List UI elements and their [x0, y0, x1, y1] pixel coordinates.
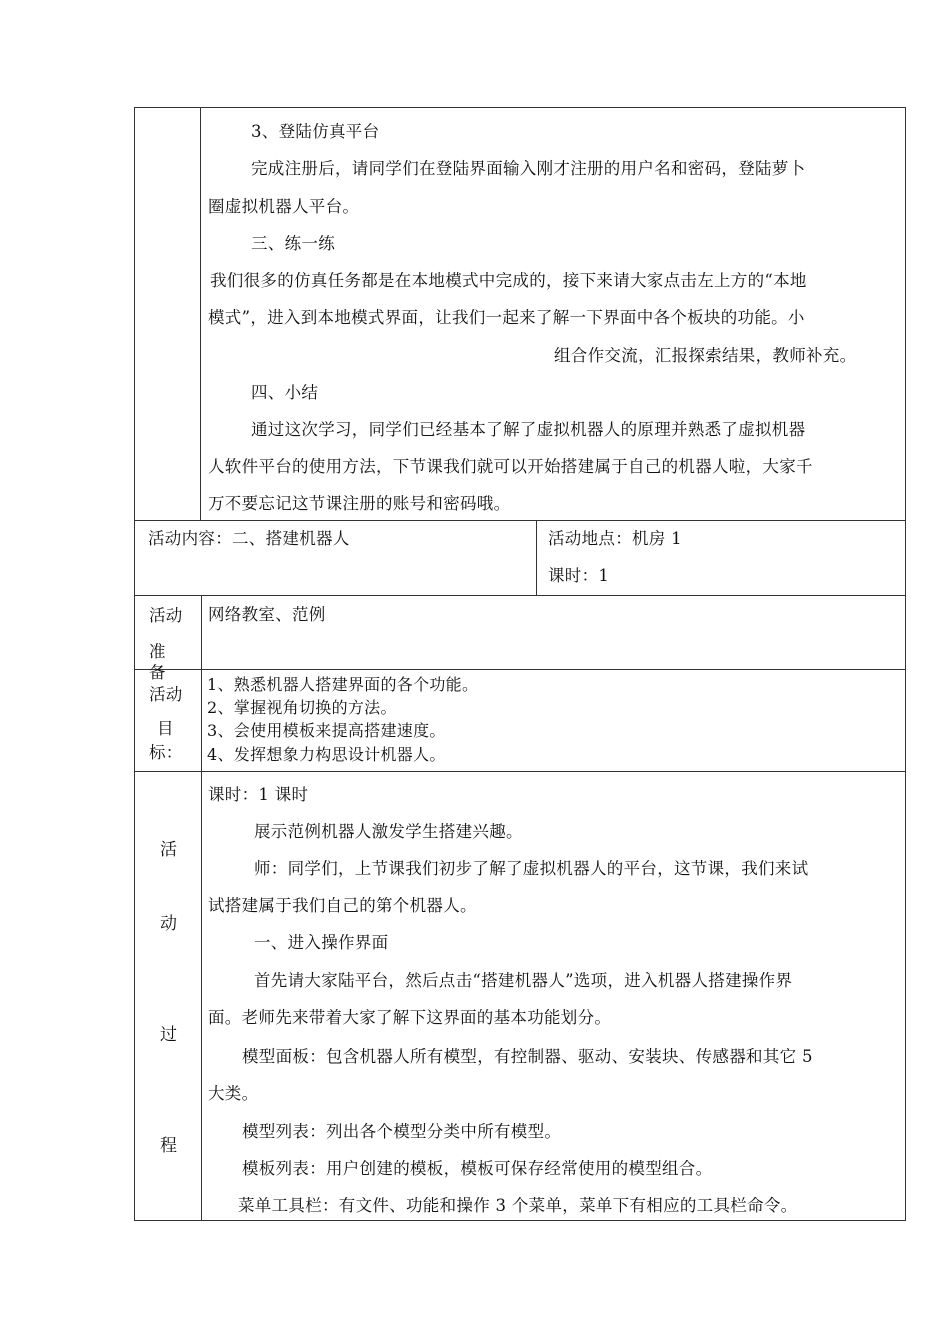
process-row-divider: [201, 771, 202, 1221]
prep-label-line2: 准: [149, 642, 166, 661]
process-hours: 课时：1 课时: [208, 785, 309, 804]
paragraph-line: 首先请大家陆平台，然后点击“搭建机器人”选项，进入机器人搭建操作界: [254, 971, 793, 990]
goal-item: 3、会使用模板来提高搭建速度。: [207, 721, 446, 740]
prep-label-line3: 备: [149, 663, 166, 682]
heading-enter-interface: 一、进入操作界面: [254, 933, 389, 952]
row-divider-2: [134, 595, 906, 596]
paragraph-line: 通过这次学习，同学们已经基本了解了虚拟机器人的原理并熟悉了虚拟机器: [251, 420, 806, 439]
paragraph-line: 试搭建属于我们自己的第个机器人。: [208, 896, 477, 915]
goals-label-line3: 标：: [149, 743, 183, 762]
heading-practice: 三、练一练: [251, 234, 335, 253]
row-divider-1: [134, 520, 906, 521]
row-divider-3: [134, 669, 906, 670]
goal-item: 4、发挥想象力构思设计机器人。: [207, 745, 446, 764]
paragraph-line: 万不要忘记这节课注册的账号和密码哦。: [208, 494, 511, 513]
process-label-char: 动: [160, 914, 177, 934]
table-bottom-border: [134, 1220, 906, 1221]
heading-summary: 四、小结: [251, 383, 319, 402]
process-label-char: 活: [160, 840, 177, 860]
paragraph-line: 展示范例机器人激发学生搭建兴趣。: [254, 822, 523, 841]
paragraph-line: 菜单工具栏：有文件、功能和操作 3 个菜单，菜单下有相应的工具栏命令。: [238, 1196, 798, 1215]
prep-row-divider: [201, 595, 202, 771]
paragraph-line: 模板列表：用户创建的模板，模板可保存经常使用的模型组合。: [242, 1159, 713, 1178]
paragraph-line: 我们很多的仿真任务都是在本地模式中完成的，接下来请大家点击左上方的“本地: [210, 271, 807, 290]
row-divider-4: [134, 771, 906, 772]
goals-label-line1: 活动: [149, 685, 183, 704]
table-left-border: [134, 107, 135, 1221]
paragraph-line: 圈虚拟机器人平台。: [208, 197, 360, 216]
paragraph-line: 面。老师先来带着大家了解下这界面的基本功能划分。: [208, 1008, 612, 1027]
paragraph-line: 师：同学们，上节课我们初步了解了虚拟机器人的平台，这节课，我们来试: [254, 859, 809, 878]
paragraph-line: 模式”，进入到本地模式界面，让我们一起来了解一下界面中各个板块的功能。小: [208, 308, 805, 327]
top-section-divider: [200, 107, 201, 520]
paragraph-line: 组合作交流，汇报探索结果，教师补充。: [554, 346, 857, 365]
goals-label-line2: 目: [157, 719, 174, 738]
activity-hours: 课时：1: [548, 566, 610, 585]
activity-row-divider: [536, 520, 537, 595]
prep-label-line1: 活动: [149, 606, 183, 625]
heading-login-platform: 3、登陆仿真平台: [251, 122, 380, 141]
process-label-char: 过: [160, 1025, 177, 1045]
paragraph-line: 完成注册后，请同学们在登陆界面输入刚才注册的用户名和密码，登陆萝卜: [251, 159, 806, 178]
prep-label-clip: [140, 662, 200, 682]
table-top-border: [134, 107, 906, 108]
table-right-border: [905, 107, 906, 1221]
activity-content: 活动内容：二、搭建机器人: [148, 529, 350, 548]
activity-location: 活动地点：机房 1: [548, 529, 682, 548]
paragraph-line: 模型面板：包含机器人所有模型，有控制器、驱动、安装块、传感器和其它 5: [242, 1047, 813, 1066]
paragraph-line: 大类。: [208, 1084, 259, 1103]
goal-item: 1、熟悉机器人搭建界面的各个功能。: [207, 675, 479, 694]
goal-item: 2、掌握视角切换的方法。: [207, 698, 397, 717]
paragraph-line: 模型列表：列出各个模型分类中所有模型。: [242, 1122, 562, 1141]
paragraph-line: 人软件平台的使用方法，下节课我们就可以开始搭建属于自己的机器人啦，大家千: [208, 457, 813, 476]
process-label-char: 程: [160, 1136, 177, 1156]
prep-value: 网络教室、范例: [208, 605, 326, 624]
